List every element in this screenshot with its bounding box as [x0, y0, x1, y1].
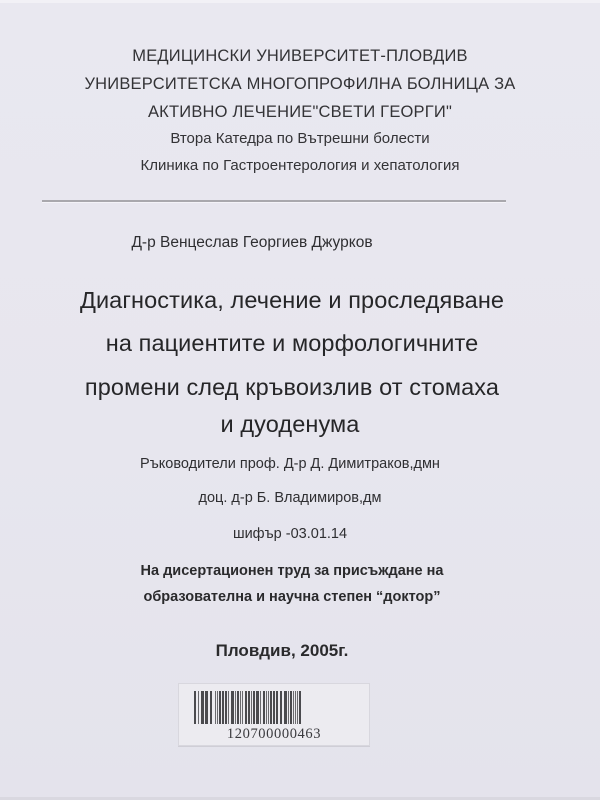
department-name: Втора Катедра по Вътрешни болести: [170, 130, 430, 147]
thesis-title-line-3: промени след кръвоизлив от стомаха: [84, 374, 500, 400]
supervisor-line-1: Ръководители проф. Д-р Д. Димитраков,дмн: [140, 456, 440, 472]
specialty-code: шифър -03.01.14: [232, 526, 348, 542]
library-barcode-label: [178, 683, 370, 746]
barcode-bars-icon: [194, 691, 350, 724]
purpose-line-1: На дисертационен труд за присъждане на: [140, 563, 444, 579]
thesis-title-line-2: на пациентите и морфологичните: [105, 330, 479, 356]
supervisor-line-2: доц. д-р Б. Владимиров,дм: [198, 490, 382, 506]
purpose-line-2: образователна и научна степен “доктор”: [143, 589, 441, 605]
thesis-title-line-1: Диагностика, лечение и проследяване: [79, 287, 505, 313]
place-and-year: Пловдив, 2005г.: [215, 641, 349, 660]
institution-line-2: УНИВЕРСИТЕТСКА МНОГОПРОФИЛНА БОЛНИЦА ЗА: [84, 75, 516, 93]
clinic-name: Клиника по Гастроентерология и хепатология: [140, 157, 460, 174]
institution-line-1: МЕДИЦИНСКИ УНИВЕРСИТЕТ-ПЛОВДИВ: [132, 47, 468, 65]
institution-line-3: АКТИВНО ЛЕЧЕНИЕ"СВЕТИ ГЕОРГИ": [147, 103, 453, 121]
page-top-edge: [0, 0, 600, 3]
barcode-number: 120700000463: [226, 726, 322, 742]
horizontal-divider: [42, 200, 506, 203]
author-name: Д-р Венцеслав Георгиев Джурков: [131, 234, 373, 251]
thesis-title-line-4: и дуоденума: [220, 411, 360, 437]
